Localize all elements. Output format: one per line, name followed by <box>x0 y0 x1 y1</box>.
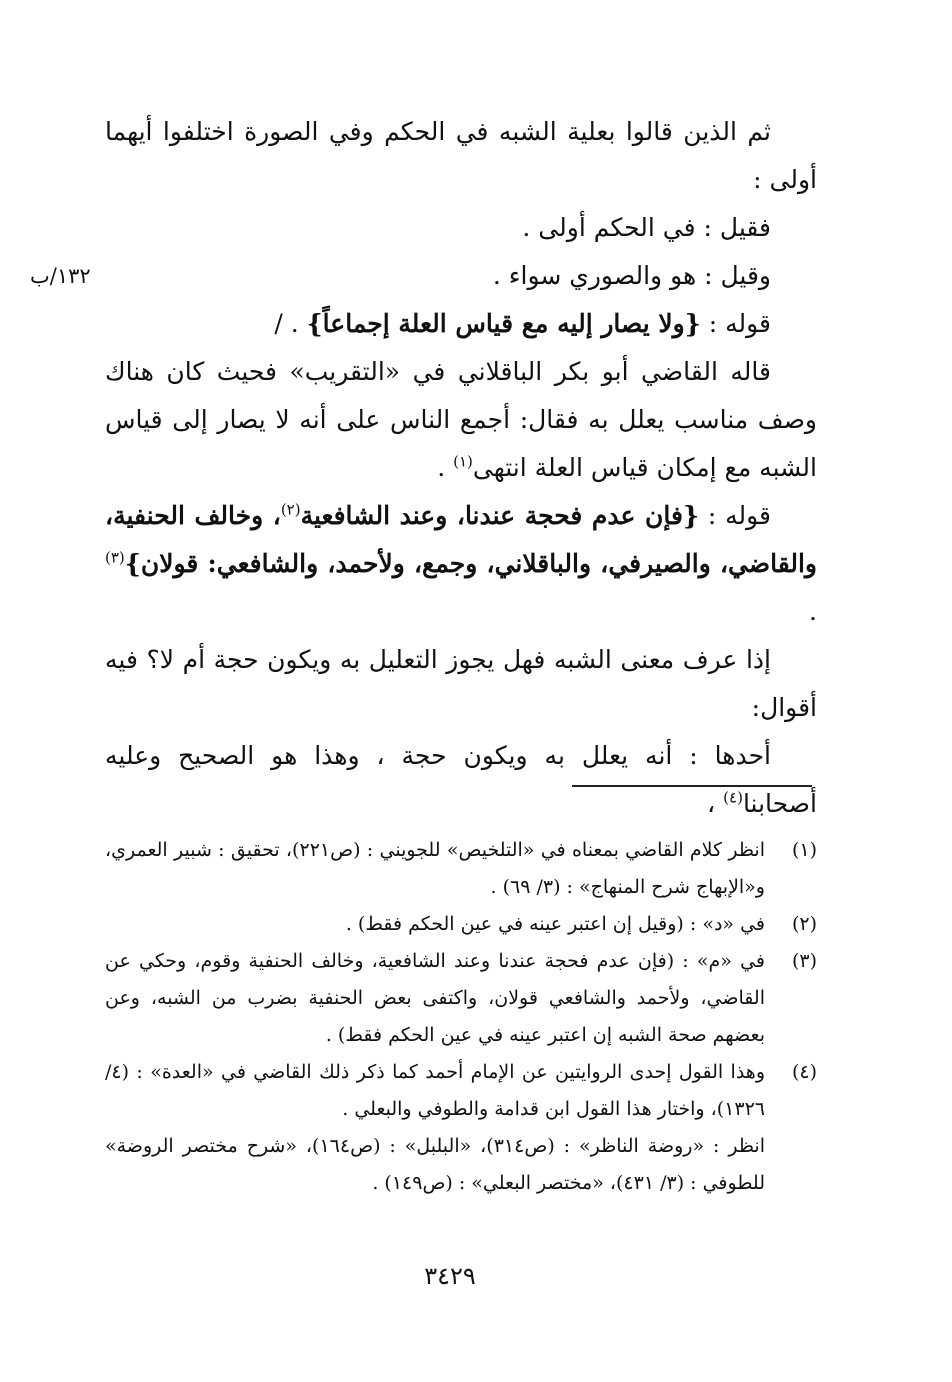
footnote-number: (٤) <box>791 1061 817 1083</box>
footnote-marker: (٢) <box>280 500 301 519</box>
page-number: ٣٤٢٩ <box>424 1262 476 1290</box>
text-segment: {فإن عدم فحجة عندنا، وعند الشافعية <box>300 501 700 530</box>
text-segment: وقيل : هو والصوري سواء . <box>492 261 771 290</box>
paragraph-p5 <box>105 348 817 492</box>
footnote-marker: (٤) <box>723 788 743 807</box>
text-segment: {ولا يصار إليه مع قياس العلة إجماعاً} <box>306 309 701 338</box>
footnote-fn4 <box>105 1054 817 1202</box>
text-segment: قاله القاضي أبو بكر الباقلاني في «التقريب» فحيث كان هناك وصف مناسب يعلل به فقال: أجمع الناس على أنه لا يصار إلى قياس الشبه مع إمكان قياس العلة انتهى <box>105 357 817 482</box>
text-segment: فقيل : في الحكم أولى . <box>522 213 771 242</box>
footnote-line: وهذا القول إحدى الروايتين عن الإمام أحمد كما ذكر ذلك القاضي في «العدة» : (٤/ ١٣٢٦)، واختار هذا القول ابن قدامة والطوفي والبعلي . <box>105 1061 765 1120</box>
text-segment: ، وخالف الحنفية، والقاضي، والصيرفي، والباقلاني، وجمع، ولأحمد، والشافعي: قولان} <box>105 501 817 578</box>
paragraph-p6 <box>105 492 817 636</box>
footnote-marker: (٣) <box>105 548 125 567</box>
footnotes <box>105 832 817 1202</box>
footnote-number: (٣) <box>791 950 817 972</box>
main-text <box>105 108 817 828</box>
paragraph-p8 <box>105 732 817 828</box>
footnote-separator <box>572 785 812 787</box>
footnote-body <box>105 1054 765 1202</box>
footnote-line: في «م» : (فإن عدم فحجة عندنا وعند الشافعية، وخالف الحنفية وقوم، وحكي عن القاضي، ولأحمد والشافعي قولان، واكتفى بعض الحنفية بضرب من الشبه، وعن بعضهم صحة الشبه إن اعتبر عينه في عين الحكم فقط) . <box>105 950 765 1046</box>
text-segment: قوله : <box>700 309 771 338</box>
footnote-marker: (١) <box>453 452 473 471</box>
paragraph-p7 <box>105 636 817 732</box>
paragraph-p1 <box>105 108 817 204</box>
footnote-fn2 <box>105 906 817 943</box>
text-segment: ، <box>707 789 724 818</box>
footnote-fn1 <box>105 832 817 906</box>
footnote-body <box>105 832 765 906</box>
text-segment: . <box>437 453 454 482</box>
footnote-body <box>105 943 765 1054</box>
paragraph-p3 <box>105 252 817 300</box>
margin-folio-note: ١٣٢/ب <box>30 264 91 288</box>
text-segment: أحدها : أنه يعلل به ويكون حجة ، وهذا هو الصحيح وعليه أصحابنا <box>105 741 817 818</box>
text-segment: . / <box>274 309 307 338</box>
footnote-fn3 <box>105 943 817 1054</box>
text-segment: إذا عرف معنى الشبه فهل يجوز التعليل به ويكون حجة أم لا؟ فيه أقوال: <box>105 645 817 722</box>
paragraph-p4 <box>105 300 817 348</box>
footnote-body <box>105 906 765 943</box>
text-segment: ثم الذين قالوا بعلية الشبه في الحكم وفي الصورة اختلفوا أيهما أولى : <box>105 117 817 194</box>
footnote-line: انظر : «روضة الناظر» : (ص٣١٤)، «البلبل» : (ص١٦٤)، «شرح مختصر الروضة» للطوفي : (٣/ ٤٣١)، «مختصر البعلي» : (ص١٤٩) . <box>105 1135 765 1194</box>
text-segment: قوله : <box>699 501 772 530</box>
footnote-number: (١) <box>791 839 817 861</box>
paragraph-p2 <box>105 204 817 252</box>
footnote-number: (٢) <box>791 913 817 935</box>
footnote-line: انظر كلام القاضي بمعناه في «التلخيص» للجويني : (ص٢٢١)، تحقيق : شبير العمري، و«الإبهاج شرح المنهاج» : (٣/ ٦٩) . <box>105 839 765 898</box>
footnote-line: في «د» : (وقيل إن اعتبر عينه في عين الحكم فقط) . <box>345 913 765 935</box>
text-segment: . <box>809 597 817 626</box>
